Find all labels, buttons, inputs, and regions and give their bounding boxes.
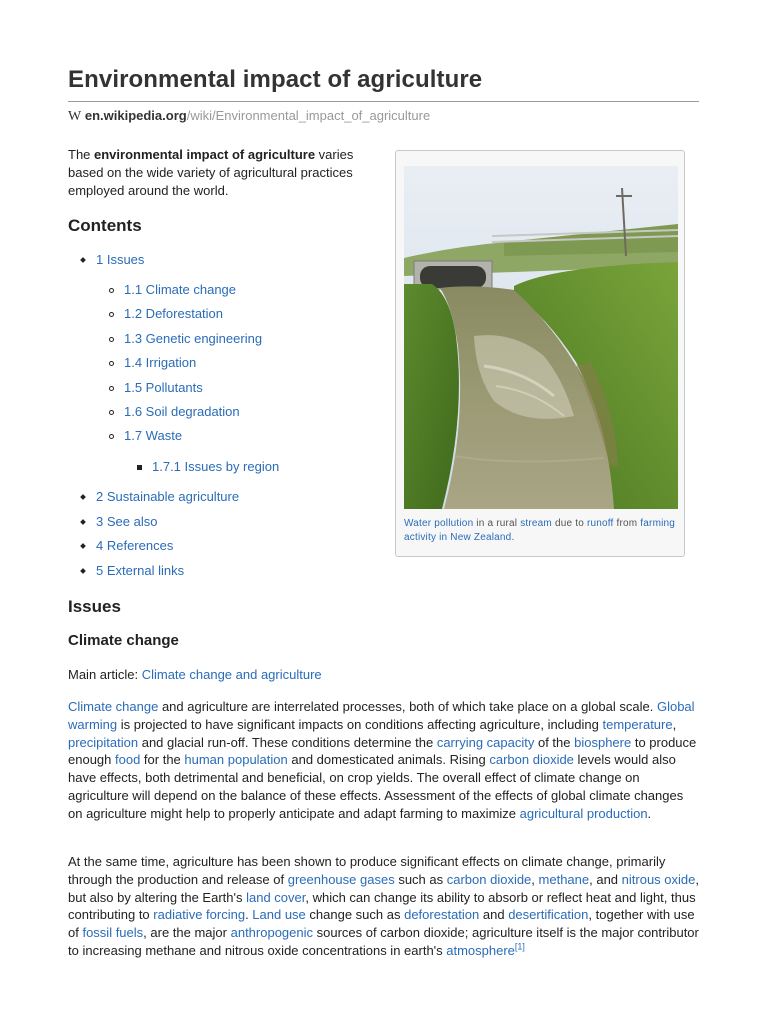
bullet-icon — [109, 288, 114, 293]
link-agricultural-production[interactable]: agricultural production — [519, 805, 648, 821]
toc-item-sustainable-agriculture[interactable]: 2 Sustainable agriculture — [96, 489, 239, 504]
toc-item-waste[interactable]: 1.7 Waste — [124, 428, 182, 443]
link-food[interactable]: food — [115, 752, 141, 768]
intro-paragraph: The environmental impact of agriculture varies based on the wide variety of agricultural practices employed around the world. — [68, 147, 354, 198]
title-divider — [68, 101, 699, 102]
figure-caption: Water pollution in a rural stream due to runoff from farming activity in New Zealand. — [404, 518, 676, 543]
link-methane[interactable]: methane — [538, 871, 590, 887]
toc-item-external-links[interactable]: 5 External links — [96, 563, 184, 578]
link-climate-change[interactable]: Climate change — [68, 699, 159, 714]
link-temperature[interactable]: temperature — [602, 716, 673, 732]
contents-heading: Contents — [68, 216, 142, 235]
toc-item-deforestation[interactable]: 1.2 Deforestation — [124, 306, 223, 321]
source-domain[interactable]: en.wikipedia.org — [84, 108, 187, 123]
climate-change-paragraph-2: At the same time, agriculture has been shown to produce significant effects on climate change, primarily through the production and release of greenhouse gases such as carbon dioxide, methane, and nitrous oxide, but also by altering the Earth's land cover, which can change its ability to absorb or reflect heat and light, thus contributing to radiative forcing. Land use change such as deforestation and desertification, together with use of fossil fuels, are the major anthropogenic sources of carbon dioxide; agriculture itself is the major contributor to increasing methane and nitrous oxide concentrations in earth's atmosphere[1] — [68, 854, 699, 958]
main-article-link[interactable]: Climate change and agriculture — [141, 667, 322, 682]
source-line — [68, 108, 430, 125]
bullet-icon — [80, 543, 86, 549]
link-precipitation[interactable]: precipitation — [68, 734, 139, 750]
link-nitrous-oxide[interactable]: nitrous oxide — [621, 871, 696, 887]
link-land-cover[interactable]: land cover — [246, 889, 306, 905]
link-deforestation[interactable]: deforestation — [404, 907, 480, 923]
intro-bold-term: environmental impact of agriculture — [94, 147, 316, 162]
toc-item-soil-degradation[interactable]: 1.6 Soil degradation — [124, 404, 240, 419]
toc-item-pollutants[interactable]: 1.5 Pollutants — [124, 380, 203, 395]
link-desertification[interactable]: desertification — [508, 907, 589, 923]
link-global-warming[interactable]: Global warming — [68, 699, 695, 732]
stream-pollution-photo[interactable] — [404, 166, 678, 509]
toc-item-genetic-engineering[interactable]: 1.3 Genetic engineering — [124, 331, 262, 346]
toc-item-references[interactable]: 4 References — [96, 538, 173, 553]
bullet-icon — [109, 410, 114, 415]
main-article-note: Main article: Climate change and agriculture — [68, 667, 322, 682]
bullet-icon — [109, 337, 114, 342]
link-human-population[interactable]: human population — [184, 752, 288, 768]
source-path[interactable]: /wiki/Environmental_impact_of_agriculture — [186, 108, 431, 123]
link-biosphere[interactable]: biosphere — [574, 734, 632, 750]
issues-heading: Issues — [68, 597, 121, 616]
bullet-icon — [109, 386, 114, 391]
caption-link-water-pollution[interactable]: Water pollution — [404, 518, 474, 529]
link-land-use[interactable]: Land use — [252, 907, 306, 923]
caption-link-farming-nz[interactable]: farming activity in New Zealand — [404, 518, 676, 543]
bullet-icon — [137, 465, 142, 470]
page-title: Environmental impact of agriculture — [68, 66, 483, 93]
thumbnail-figure — [395, 150, 685, 557]
link-atmosphere[interactable]: atmosphere — [446, 942, 515, 958]
climate-change-heading: Climate change — [68, 632, 179, 649]
link-fossil-fuels[interactable]: fossil fuels — [82, 925, 144, 941]
caption-link-runoff[interactable]: runoff — [586, 518, 614, 529]
bullet-icon — [109, 361, 114, 366]
toc-item-see-also[interactable]: 3 See also — [96, 514, 157, 529]
photo-illustration — [404, 166, 678, 509]
bullet-icon — [80, 494, 86, 500]
toc-item-climate-change[interactable]: 1.1 Climate change — [124, 282, 236, 297]
link-greenhouse-gases[interactable]: greenhouse gases — [287, 871, 395, 887]
climate-change-paragraph-1: Climate change and agriculture are interrelated processes, both of which take place on a global scale. Global warming is projected to have significant impacts on conditions affecting agriculture, including temperature, precipitation and glacial run-off. These conditions determine the carrying capacity of the biosphere to produce enough food for the human population and domesticated animals. Rising carbon dioxide levels would also have effects, both detrimental and beneficial, on crop yields. The overall effect of climate change on agriculture will depend on the balance of these effects. Assessment of the effects of global climate changes on agriculture might help to properly anticipate and adapt farming to maximize agricultural production. — [68, 699, 697, 821]
toc-item-issues[interactable]: 1 Issues — [96, 252, 144, 267]
bullet-icon — [109, 434, 114, 439]
caption-link-stream[interactable]: stream — [520, 518, 552, 529]
link-carbon-dioxide-2[interactable]: carbon dioxide — [446, 871, 532, 887]
link-carbon-dioxide[interactable]: carbon dioxide — [489, 752, 574, 768]
toc-item-irrigation[interactable]: 1.4 Irrigation — [124, 355, 196, 370]
link-radiative-forcing[interactable]: radiative forcing — [153, 907, 246, 923]
bullet-icon — [80, 568, 86, 574]
toc-item-issues-by-region[interactable]: 1.7.1 Issues by region — [152, 459, 279, 474]
citation-1[interactable]: [1] — [514, 941, 525, 952]
wikipedia-logo-icon: W — [68, 109, 82, 124]
bullet-icon — [109, 312, 114, 317]
bullet-icon — [80, 257, 86, 263]
link-carrying-capacity[interactable]: carrying capacity — [436, 734, 535, 750]
link-anthropogenic[interactable]: anthropogenic — [230, 925, 314, 941]
bullet-icon — [80, 519, 86, 525]
